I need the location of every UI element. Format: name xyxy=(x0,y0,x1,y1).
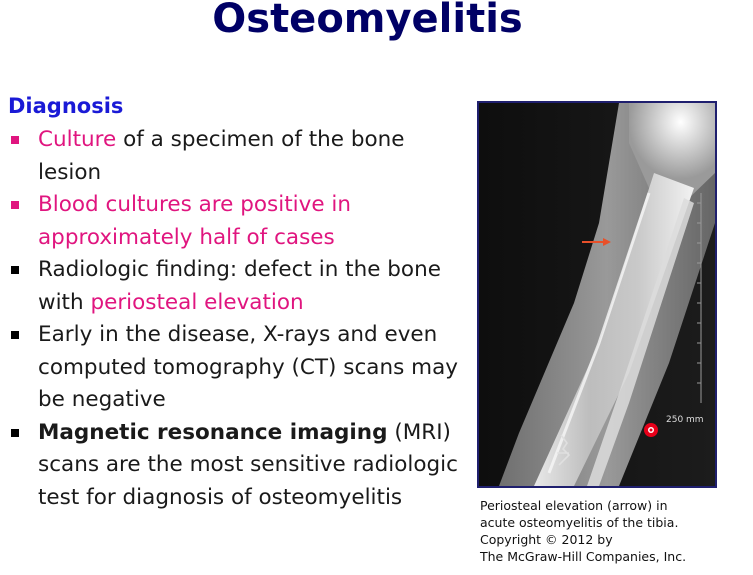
bullet-list xyxy=(8,124,468,514)
caption-line: The McGraw-Hill Companies, Inc. xyxy=(480,549,687,564)
bullet-text: (MRI) scans are the most sensitive radiologic test for diagnosis of osteomyelitis xyxy=(38,419,458,510)
bullet-text: Culture xyxy=(38,127,117,152)
bullet-text: periosteal elevation xyxy=(90,289,304,315)
caption-line: Copyright © 2012 by xyxy=(480,532,613,547)
scale-label: 250 mm xyxy=(666,415,704,425)
caption-line: Periosteal elevation (arrow) in xyxy=(480,498,668,513)
bullet-square-icon xyxy=(11,266,19,274)
bullet-text: Radiologic finding: defect in the bone with xyxy=(38,257,441,315)
bullet-text: of a specimen of the bone lesion xyxy=(38,127,405,185)
bullet-item xyxy=(8,189,468,254)
bullet-item xyxy=(8,417,468,515)
bullet-item xyxy=(8,319,468,417)
bullet-square-icon xyxy=(11,429,19,437)
bullet-text: Blood cultures are positive in approximately half of cases xyxy=(38,192,351,250)
bullet-item xyxy=(8,254,468,319)
tibia-xray-drawing xyxy=(479,103,715,486)
bullet-text: Magnetic resonance imaging xyxy=(38,419,388,445)
bullet-text: Early in the disease, X-rays and even computed tomography (CT) scans may be negative xyxy=(38,322,458,412)
section-heading: Diagnosis xyxy=(8,94,124,118)
xray-image xyxy=(477,101,717,488)
bullet-square-icon xyxy=(11,201,19,209)
marker-dot xyxy=(644,423,658,437)
caption-line: acute osteomyelitis of the tibia. xyxy=(480,515,679,530)
bullet-square-icon xyxy=(11,331,19,339)
image-caption xyxy=(480,497,740,565)
bullet-square-icon xyxy=(11,136,19,144)
slide-title: Osteomyelitis xyxy=(212,0,523,42)
bullet-item xyxy=(8,124,468,189)
